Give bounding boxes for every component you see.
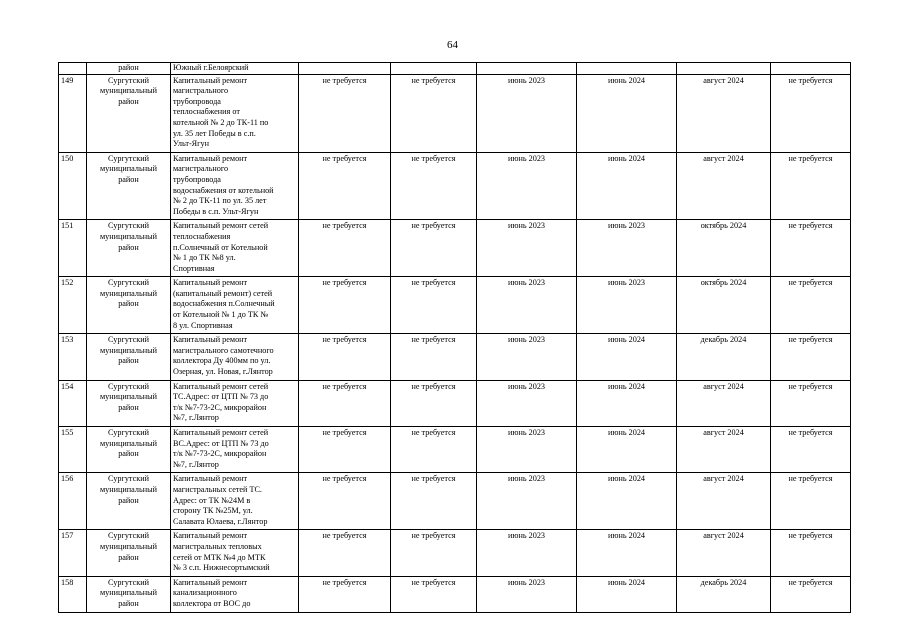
cell-date: июнь 2024 xyxy=(577,576,677,612)
cell-date: июнь 2023 xyxy=(477,380,577,426)
cell-date: август 2024 xyxy=(677,74,771,152)
cell-date: июнь 2023 xyxy=(477,74,577,152)
cell-line: от Котельной № 1 до ТК № xyxy=(173,310,269,320)
cell-line: район xyxy=(118,242,139,252)
cell-line: п.Солнечный от Котельной xyxy=(173,242,268,252)
cell-object xyxy=(171,380,299,426)
cell-status: не требуется xyxy=(771,74,851,152)
cell-line: трубопровода xyxy=(173,174,221,184)
cell-date: декабрь 2024 xyxy=(677,334,771,380)
cell-date: октябрь 2024 xyxy=(677,220,771,277)
cell-object xyxy=(171,152,299,220)
cell-object xyxy=(171,473,299,530)
cell-line: водоснабжения п.Солнечный xyxy=(173,299,275,309)
cell-date: октябрь 2024 xyxy=(677,277,771,334)
cell-district xyxy=(87,152,171,220)
cell-line: магистральных тепловых xyxy=(173,541,262,551)
cell-date: декабрь 2024 xyxy=(677,576,771,612)
cell-line: магистрального xyxy=(173,86,229,96)
cell-date: июнь 2023 xyxy=(577,277,677,334)
cell-date: июнь 2024 xyxy=(577,74,677,152)
cell-line: район xyxy=(118,356,139,366)
cell-status: не требуется xyxy=(299,380,391,426)
cell-status: не требуется xyxy=(771,427,851,473)
cell-line: Сургутский xyxy=(108,577,149,587)
cell-line: № 2 до ТК-11 по ул. 35 лет xyxy=(173,196,267,206)
cell-status: не требуется xyxy=(299,152,391,220)
cell-line: №7, г.Лянтор xyxy=(173,459,219,469)
cell-date: июнь 2023 xyxy=(477,427,577,473)
cell-line: коллектора от ВОС до xyxy=(173,598,251,608)
cell-status: не требуется xyxy=(391,473,477,530)
page-number: 64 xyxy=(447,39,458,51)
cell-status: не требуется xyxy=(391,530,477,576)
cell-status: не требуется xyxy=(771,334,851,380)
cell-line: Сургутский xyxy=(108,278,149,288)
cell-date: август 2024 xyxy=(677,427,771,473)
cell-status: не требуется xyxy=(391,74,477,152)
cell-date: июнь 2023 xyxy=(477,220,577,277)
cell-date: июнь 2023 xyxy=(477,277,577,334)
cell-object xyxy=(171,427,299,473)
cell-date: август 2024 xyxy=(677,152,771,220)
cell-date: август 2024 xyxy=(677,380,771,426)
cell-status: не требуется xyxy=(299,220,391,277)
cell-status: не требуется xyxy=(299,427,391,473)
cell-line: Сургутский xyxy=(108,75,149,85)
cell-line: теплоснабжения xyxy=(173,231,231,241)
cell-date: июнь 2024 xyxy=(577,427,677,473)
cell-line: Капитальный ремонт сетей xyxy=(173,381,269,391)
cell-status: не требуется xyxy=(391,152,477,220)
table-row xyxy=(59,152,851,220)
cell-date: июнь 2024 xyxy=(577,530,677,576)
table-row xyxy=(59,334,851,380)
cell-object xyxy=(171,277,299,334)
cell-status: не требуется xyxy=(771,277,851,334)
cell-line: район xyxy=(118,598,139,608)
cell-status: не требуется xyxy=(299,576,391,612)
cell-date: август 2024 xyxy=(677,530,771,576)
cell-district: район xyxy=(87,63,171,75)
cell-line: Капитальный ремонт сетей xyxy=(173,428,269,437)
cell-line: ул. 35 лет Победы в с.п. xyxy=(173,128,256,138)
cell-line: муниципальный xyxy=(100,231,157,241)
cell-line: магистрального самотечного xyxy=(173,345,274,355)
cell-line: муниципальный xyxy=(100,345,157,355)
cell-district xyxy=(87,220,171,277)
cell-line: Капитальный ремонт xyxy=(173,335,248,345)
cell-line: муниципальный xyxy=(100,438,157,448)
cell-line: Сургутский xyxy=(108,221,149,231)
cell-line: Сургутский xyxy=(108,428,149,437)
cell-district xyxy=(87,427,171,473)
cell-line: №7, г.Лянтор xyxy=(173,413,219,423)
cell-line: 8 ул. Спортивная xyxy=(173,320,233,330)
cell-status: не требуется xyxy=(299,74,391,152)
cell-line: Адрес: от ТК №24М в xyxy=(173,495,251,505)
cell-line: Капитальный ремонт xyxy=(173,75,248,85)
cell-line: муниципальный xyxy=(100,484,157,494)
table-row xyxy=(59,473,851,530)
cell-district xyxy=(87,530,171,576)
table-row xyxy=(59,427,851,473)
cell-line: № 1 до ТК №8 ул. xyxy=(173,253,236,263)
cell-line: Победы в с.п. Ульт-Ягун xyxy=(173,206,259,216)
cell-line: Капитальный ремонт xyxy=(173,577,248,587)
cell-line: № 3 с.п. Нижнесортымский xyxy=(173,563,270,573)
cell-empty xyxy=(477,63,577,75)
cell-line: Салавата Юлаева, г.Лянтор xyxy=(173,516,268,526)
cell-district xyxy=(87,576,171,612)
cell-number: 153 xyxy=(59,334,87,380)
cell-status: не требуется xyxy=(391,277,477,334)
cell-line: ТС.Адрес: от ЦТП № 73 до xyxy=(173,392,269,402)
cell-district xyxy=(87,473,171,530)
cell-date: июнь 2023 xyxy=(477,530,577,576)
cell-status: не требуется xyxy=(771,530,851,576)
cell-status: не требуется xyxy=(299,277,391,334)
cell-date: июнь 2023 xyxy=(477,334,577,380)
cell-line: Ульт-Ягун xyxy=(173,139,209,149)
cell-line: Капитальный ремонт xyxy=(173,531,248,541)
cell-line: район xyxy=(118,552,139,562)
cell-line: Сургутский xyxy=(108,474,149,484)
cell-line: Сургутский xyxy=(108,531,149,541)
cell-empty xyxy=(391,63,477,75)
cell-line: муниципальный xyxy=(100,541,157,551)
cell-object xyxy=(171,220,299,277)
cell-object xyxy=(171,576,299,612)
table-row xyxy=(59,530,851,576)
cell-status: не требуется xyxy=(391,334,477,380)
cell-district xyxy=(87,74,171,152)
cell-line: Сургутский xyxy=(108,153,149,163)
cell-line: Капитальный ремонт xyxy=(173,278,248,288)
cell-district xyxy=(87,277,171,334)
table-row xyxy=(59,380,851,426)
cell-line: магистральных сетей ТС. xyxy=(173,484,262,494)
cell-line: район xyxy=(118,495,139,505)
table-row-continued xyxy=(59,63,851,75)
cell-number: 152 xyxy=(59,277,87,334)
cell-line: муниципальный xyxy=(100,392,157,402)
cell-line: муниципальный xyxy=(100,164,157,174)
cell-line: ВС.Адрес: от ЦТП № 73 до xyxy=(173,438,269,448)
cell-status: не требуется xyxy=(391,380,477,426)
cell-status: не требуется xyxy=(771,220,851,277)
cell-date: июнь 2023 xyxy=(577,220,677,277)
cell-status: не требуется xyxy=(391,576,477,612)
cell-empty xyxy=(577,63,677,75)
cell-empty xyxy=(771,63,851,75)
cell-number: 154 xyxy=(59,380,87,426)
cell-status: не требуется xyxy=(391,427,477,473)
cell-line: район xyxy=(118,174,139,184)
cell-date: июнь 2024 xyxy=(577,473,677,530)
schedule-table xyxy=(58,62,851,613)
cell-number: 157 xyxy=(59,530,87,576)
cell-object xyxy=(171,74,299,152)
cell-line: сторону ТК №25М, ул. xyxy=(173,506,253,516)
cell-date: июнь 2023 xyxy=(477,152,577,220)
cell-district xyxy=(87,380,171,426)
cell-number: 149 xyxy=(59,74,87,152)
cell-line: район xyxy=(118,299,139,309)
cell-status: не требуется xyxy=(771,473,851,530)
cell-line: канализационного xyxy=(173,588,237,598)
cell-line: сетей от МТК №4 до МТК xyxy=(173,552,266,562)
cell-line: коллектора Ду 400мм по ул. xyxy=(173,356,271,366)
table-row xyxy=(59,220,851,277)
cell-line: Сургутский xyxy=(108,335,149,345)
cell-line: Капитальный ремонт xyxy=(173,474,248,484)
cell-line: т/к №7-73-2С, микрорайон xyxy=(173,449,267,459)
cell-number: 158 xyxy=(59,576,87,612)
table-row xyxy=(59,74,851,152)
cell-line: муниципальный xyxy=(100,588,157,598)
cell-empty xyxy=(299,63,391,75)
cell-number: 155 xyxy=(59,427,87,473)
cell-number: 151 xyxy=(59,220,87,277)
cell-line: трубопровода xyxy=(173,96,221,106)
cell-line: Капитальный ремонт xyxy=(173,153,248,163)
cell-date: август 2024 xyxy=(677,473,771,530)
cell-status: не требуется xyxy=(771,576,851,612)
cell-line: т/к №7-73-2С, микрорайон xyxy=(173,402,267,412)
table-row xyxy=(59,277,851,334)
cell-status: не требуется xyxy=(771,152,851,220)
cell-line: водоснабжения от котельной xyxy=(173,185,274,195)
cell-status: не требуется xyxy=(771,380,851,426)
cell-number: 150 xyxy=(59,152,87,220)
cell-line: Спортивная xyxy=(173,263,215,273)
cell-line: магистрального xyxy=(173,164,229,174)
cell-line: район xyxy=(118,449,139,459)
cell-number: 156 xyxy=(59,473,87,530)
cell-line: район xyxy=(118,402,139,412)
cell-date: июнь 2023 xyxy=(477,576,577,612)
cell-object xyxy=(171,530,299,576)
cell-date: июнь 2024 xyxy=(577,152,677,220)
cell-object: Южный г.Белоярский xyxy=(171,63,299,75)
cell-status: не требуется xyxy=(299,334,391,380)
cell-line: муниципальный xyxy=(100,86,157,96)
cell-line: Капитальный ремонт сетей xyxy=(173,221,269,231)
cell-line: (капитальный ремонт) сетей xyxy=(173,288,273,298)
cell-empty xyxy=(677,63,771,75)
cell-number xyxy=(59,63,87,75)
cell-date: июнь 2024 xyxy=(577,380,677,426)
cell-line: Сургутский xyxy=(108,381,149,391)
cell-line: теплоснабжения от xyxy=(173,107,240,117)
cell-status: не требуется xyxy=(391,220,477,277)
cell-line: котельной № 2 до ТК-11 по xyxy=(173,117,269,127)
cell-status: не требуется xyxy=(299,530,391,576)
cell-line: район xyxy=(118,96,139,106)
cell-date: июнь 2024 xyxy=(577,334,677,380)
table-row xyxy=(59,576,851,612)
cell-date: июнь 2023 xyxy=(477,473,577,530)
cell-line: Озерная, ул. Новая, г.Лянтор xyxy=(173,367,273,377)
cell-line: муниципальный xyxy=(100,288,157,298)
cell-district xyxy=(87,334,171,380)
cell-status: не требуется xyxy=(299,473,391,530)
cell-object xyxy=(171,334,299,380)
